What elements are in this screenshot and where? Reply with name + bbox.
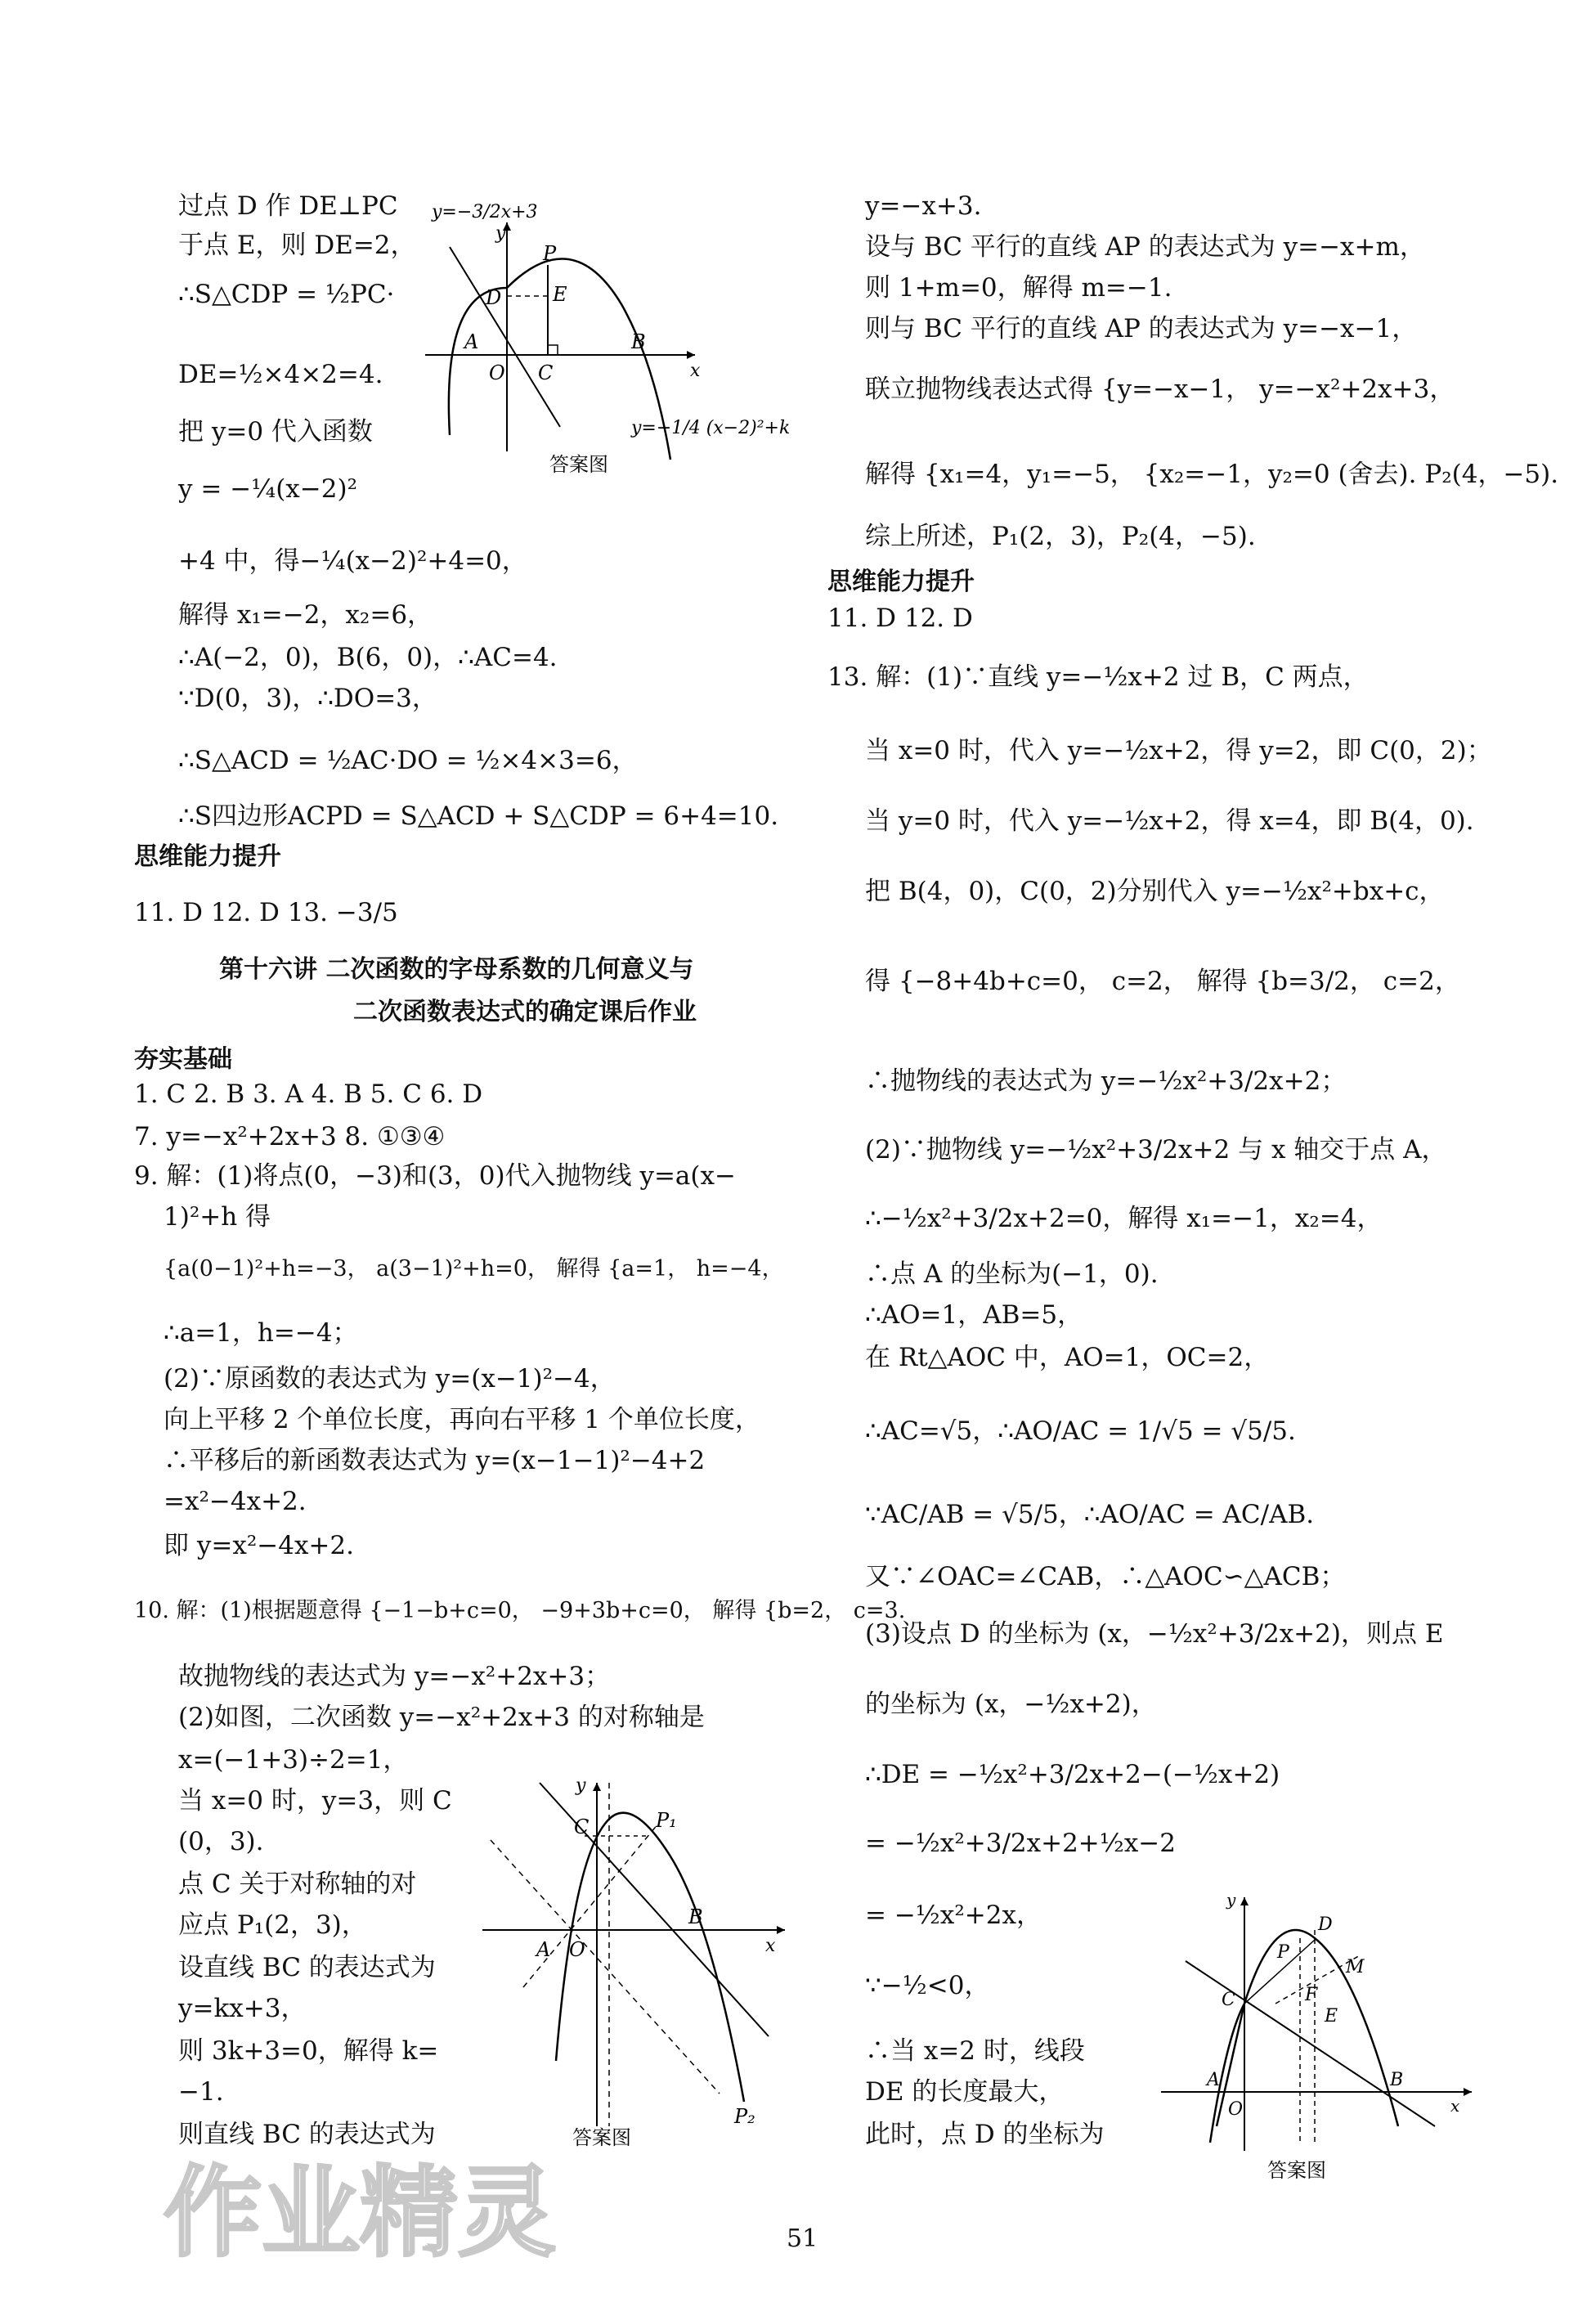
text-line: 把 B(4，0)，C(0，2)分别代入 y=−½x²+bx+c，: [865, 877, 1445, 906]
text-line: 故抛物线的表达式为 y=−x²+2x+3；: [178, 1662, 611, 1691]
text-line: 在 Rt△AOC 中，AO=1，OC=2，: [865, 1343, 1270, 1372]
text-line: 则与 BC 平行的直线 AP 的表达式为 y=−x−1，: [865, 314, 1418, 343]
text-line: (2)如图，二次函数 y=−x²+2x+3 的对称轴是: [178, 1703, 705, 1732]
text-line: 即 y=x²−4x+2.: [164, 1531, 354, 1560]
text-line: 得 {−8+4b+c=0， c=2， 解得 {b=3/2， c=2，: [865, 967, 1460, 996]
right-angle-mark: [548, 345, 558, 355]
text-line: 向上平移 2 个单位长度，再向右平移 1 个单位长度，: [164, 1405, 760, 1434]
figure-caption: 答案图: [549, 453, 608, 476]
point-label-d: D: [486, 286, 502, 309]
point-label-a: A: [464, 330, 479, 353]
point-label-c: C: [574, 1816, 590, 1838]
text-line: 当 x=0 时，代入 y=−½x+2，得 y=2，即 C(0，2)；: [865, 736, 1492, 765]
text-line: 点 C 关于对称轴的对: [178, 1869, 417, 1899]
text-line: 13. 解：(1)∵直线 y=−½x+2 过 B，C 两点，: [827, 662, 1369, 692]
text-line: +4 中，得−¼(x−2)²+4=0，: [178, 546, 527, 576]
x-axis-label: x: [690, 361, 701, 381]
text-line: 则直线 BC 的表达式为: [178, 2120, 436, 2149]
section-heading: 思维能力提升: [134, 842, 281, 871]
text-line: {a(0−1)²+h=−3， a(3−1)²+h=0， 解得 {a=1， h=−4，: [164, 1256, 784, 1281]
point-label-o: O: [1228, 2099, 1244, 2120]
line-ap1: [523, 1824, 658, 1987]
point-label-c: C: [1222, 1990, 1235, 2010]
text-line: ∴S四边形ACPD = S△ACD + S△CDP = 6+4=10.: [178, 801, 779, 831]
x-axis-arrow: [777, 1926, 785, 1934]
y-axis-label: y: [495, 223, 506, 244]
text-line: 综上所述，P₁(2，3)，P₂(4，−5).: [865, 522, 1256, 551]
text-line: 设与 BC 平行的直线 AP 的表达式为 y=−x+m，: [865, 232, 1425, 262]
answer-line: 7. y=−x²+2x+3 8. ①③④: [134, 1122, 446, 1151]
text-line: 当 y=0 时，代入 y=−½x+2，得 x=4，即 B(4，0).: [865, 806, 1474, 836]
text-line: 9. 解：(1)将点(0，−3)和(3，0)代入抛物线 y=a(x−: [134, 1161, 736, 1191]
text-line: = −½x²+3/2x+2+½x−2: [865, 1829, 1177, 1858]
point-label-p: P: [1277, 1942, 1289, 1963]
point-label-m: M: [1346, 1957, 1365, 1977]
text-line: ∴A(−2，0)，B(6，0)，∴AC=4.: [178, 643, 558, 672]
x-axis-label: x: [1450, 2096, 1460, 2116]
text-line: DE 的长度最大，: [865, 2077, 1065, 2107]
text-line: (2)∵原函数的表达式为 y=(x−1)²−4，: [164, 1364, 616, 1394]
text-line: 应点 P₁(2，3)，: [178, 1910, 367, 1940]
text-line: 解得 {x₁=4，y₁=−5， {x₂=−1，y₂=0 (舍去). P₂(4，−5).: [865, 460, 1559, 489]
point-label-f: F: [1305, 1985, 1318, 2005]
figure-caption: 答案图: [572, 2126, 631, 2149]
point-label-a: A: [536, 1938, 551, 1961]
text-line: ∴平移后的新函数表达式为 y=(x−1−1)²−4+2: [164, 1446, 706, 1475]
text-line: ∵AC/AB = √5/5，∴AO/AC = AC/AB.: [865, 1500, 1315, 1529]
text-line: 又∵∠OAC=∠CAB，∴△AOC∽△ACB；: [865, 1562, 1346, 1591]
point-label-p: P: [543, 242, 557, 265]
text-line: ∴AO=1，AB=5，: [865, 1300, 1083, 1330]
text-line: 联立抛物线表达式得 {y=−x−1， y=−x²+2x+3，: [865, 375, 1455, 404]
lecture-title-line-2: 二次函数表达式的确定课后作业: [353, 998, 697, 1026]
point-label-d: D: [1318, 1914, 1333, 1935]
text-line: 解得 x₁=−2，x₂=6，: [178, 600, 433, 630]
text-line: 此时，点 D 的坐标为: [865, 2120, 1105, 2149]
line-ap-parallel: [491, 1840, 720, 2094]
text-line: DE=½×4×2=4.: [178, 360, 383, 389]
text-line: 的坐标为 (x，−½x+2)，: [865, 1690, 1157, 1719]
point-label-o: O: [489, 361, 505, 384]
text-line: ∴−½x²+3/2x+2=0，解得 x₁=−1，x₂=4，: [865, 1204, 1383, 1233]
text-line: y = −¼(x−2)²: [178, 474, 358, 504]
y-axis-label: y: [576, 1775, 586, 1796]
watermark-logo: 作业精灵: [164, 2157, 556, 2270]
x-axis-arrow: [687, 351, 695, 359]
point-label-o: O: [569, 1938, 585, 1961]
figure-parabola-2: [474, 1766, 801, 2151]
fig1-line-label: y=−3/2x+3: [432, 202, 538, 222]
text-line: (3)设点 D 的坐标为 (x，−½x²+3/2x+2)，则点 E: [865, 1619, 1444, 1649]
point-label-b: B: [688, 1905, 703, 1928]
point-label-e: E: [1325, 2006, 1338, 2026]
text-line: ∴a=1，h=−4；: [164, 1318, 358, 1348]
text-line: y=kx+3，: [178, 1994, 307, 2023]
text-line: ∴S△ACD = ½AC·DO = ½×4×3=6，: [178, 746, 638, 775]
point-label-p2: P₂: [734, 2105, 755, 2128]
text-line: =x²−4x+2.: [164, 1487, 307, 1516]
y-axis-arrow: [593, 1783, 601, 1791]
answer-line: 11. D 12. D: [827, 604, 973, 633]
text-line: 则 3k+3=0，解得 k=: [178, 2036, 439, 2066]
x-axis-arrow: [1464, 2088, 1472, 2096]
text-line: −1.: [178, 2077, 224, 2107]
section-heading: 思维能力提升: [827, 568, 975, 596]
figure-parabola-1: [417, 190, 801, 484]
text-line: 则 1+m=0，解得 m=−1.: [865, 273, 1172, 303]
point-label-p1: P₁: [656, 1809, 677, 1832]
text-line: 当 x=0 时，y=3，则 C: [178, 1786, 452, 1816]
answer-line: 11. D 12. D 13. −3/5: [134, 898, 398, 927]
fig1-parabola-label: y=−1/4 (x−2)²+k: [631, 418, 791, 438]
text-line: ∵−½<0，: [865, 1971, 990, 2000]
answer-line: 1. C 2. B 3. A 4. B 5. C 6. D: [134, 1079, 483, 1109]
point-label-e: E: [553, 283, 567, 306]
text-line: ∵D(0，3)，∴DO=3，: [178, 684, 437, 713]
y-axis-label: y: [1226, 1890, 1236, 1910]
point-label-a: A: [1207, 2070, 1220, 2090]
figure-parabola-3: [1153, 1881, 1488, 2184]
text-line: ∴抛物线的表达式为 y=−½x²+3/2x+2；: [865, 1066, 1347, 1096]
point-label-b: B: [631, 330, 646, 353]
text-line: (0，3).: [178, 1827, 264, 1856]
text-line: ∴DE = −½x²+3/2x+2−(−½x+2): [865, 1760, 1280, 1789]
text-line: = −½x²+2x，: [865, 1901, 1042, 1930]
point-label-c: C: [538, 361, 554, 384]
y-axis-arrow: [1240, 1897, 1249, 1905]
text-line: 10. 解：(1)根据题意得 {−1−b+c=0， −9+3b+c=0， 解得 {b=2， c=3.: [134, 1598, 906, 1623]
text-line: 设直线 BC 的表达式为: [178, 1953, 436, 1982]
section-heading: 夯实基础: [134, 1045, 232, 1074]
text-line: 把 y=0 代入函数: [178, 417, 373, 447]
figure-caption: 答案图: [1267, 2159, 1326, 2182]
lecture-title-line-1: 第十六讲 二次函数的字母系数的几何意义与: [219, 955, 694, 984]
page-number: 51: [787, 2224, 818, 2253]
point-label-b: B: [1390, 2070, 1404, 2090]
text-line: 于点 E，则 DE=2，: [178, 231, 416, 260]
text-line: 1)²+h 得: [164, 1202, 271, 1232]
x-axis-label: x: [765, 1936, 776, 1956]
text-line: ∴S△CDP = ½PC·: [178, 280, 395, 309]
text-line: ∴当 x=2 时，线段: [865, 2036, 1085, 2066]
text-line: ∴点 A 的坐标为(−1，0).: [865, 1259, 1159, 1289]
text-line: 过点 D 作 DE⊥PC: [178, 191, 398, 221]
text-line: x=(−1+3)÷2=1，: [178, 1745, 409, 1775]
text-line: ∴AC=√5，∴AO/AC = 1/√5 = √5/5.: [865, 1416, 1296, 1446]
text-line: y=−x+3.: [865, 191, 982, 221]
text-line: (2)∵抛物线 y=−½x²+3/2x+2 与 x 轴交于点 A，: [865, 1135, 1447, 1165]
